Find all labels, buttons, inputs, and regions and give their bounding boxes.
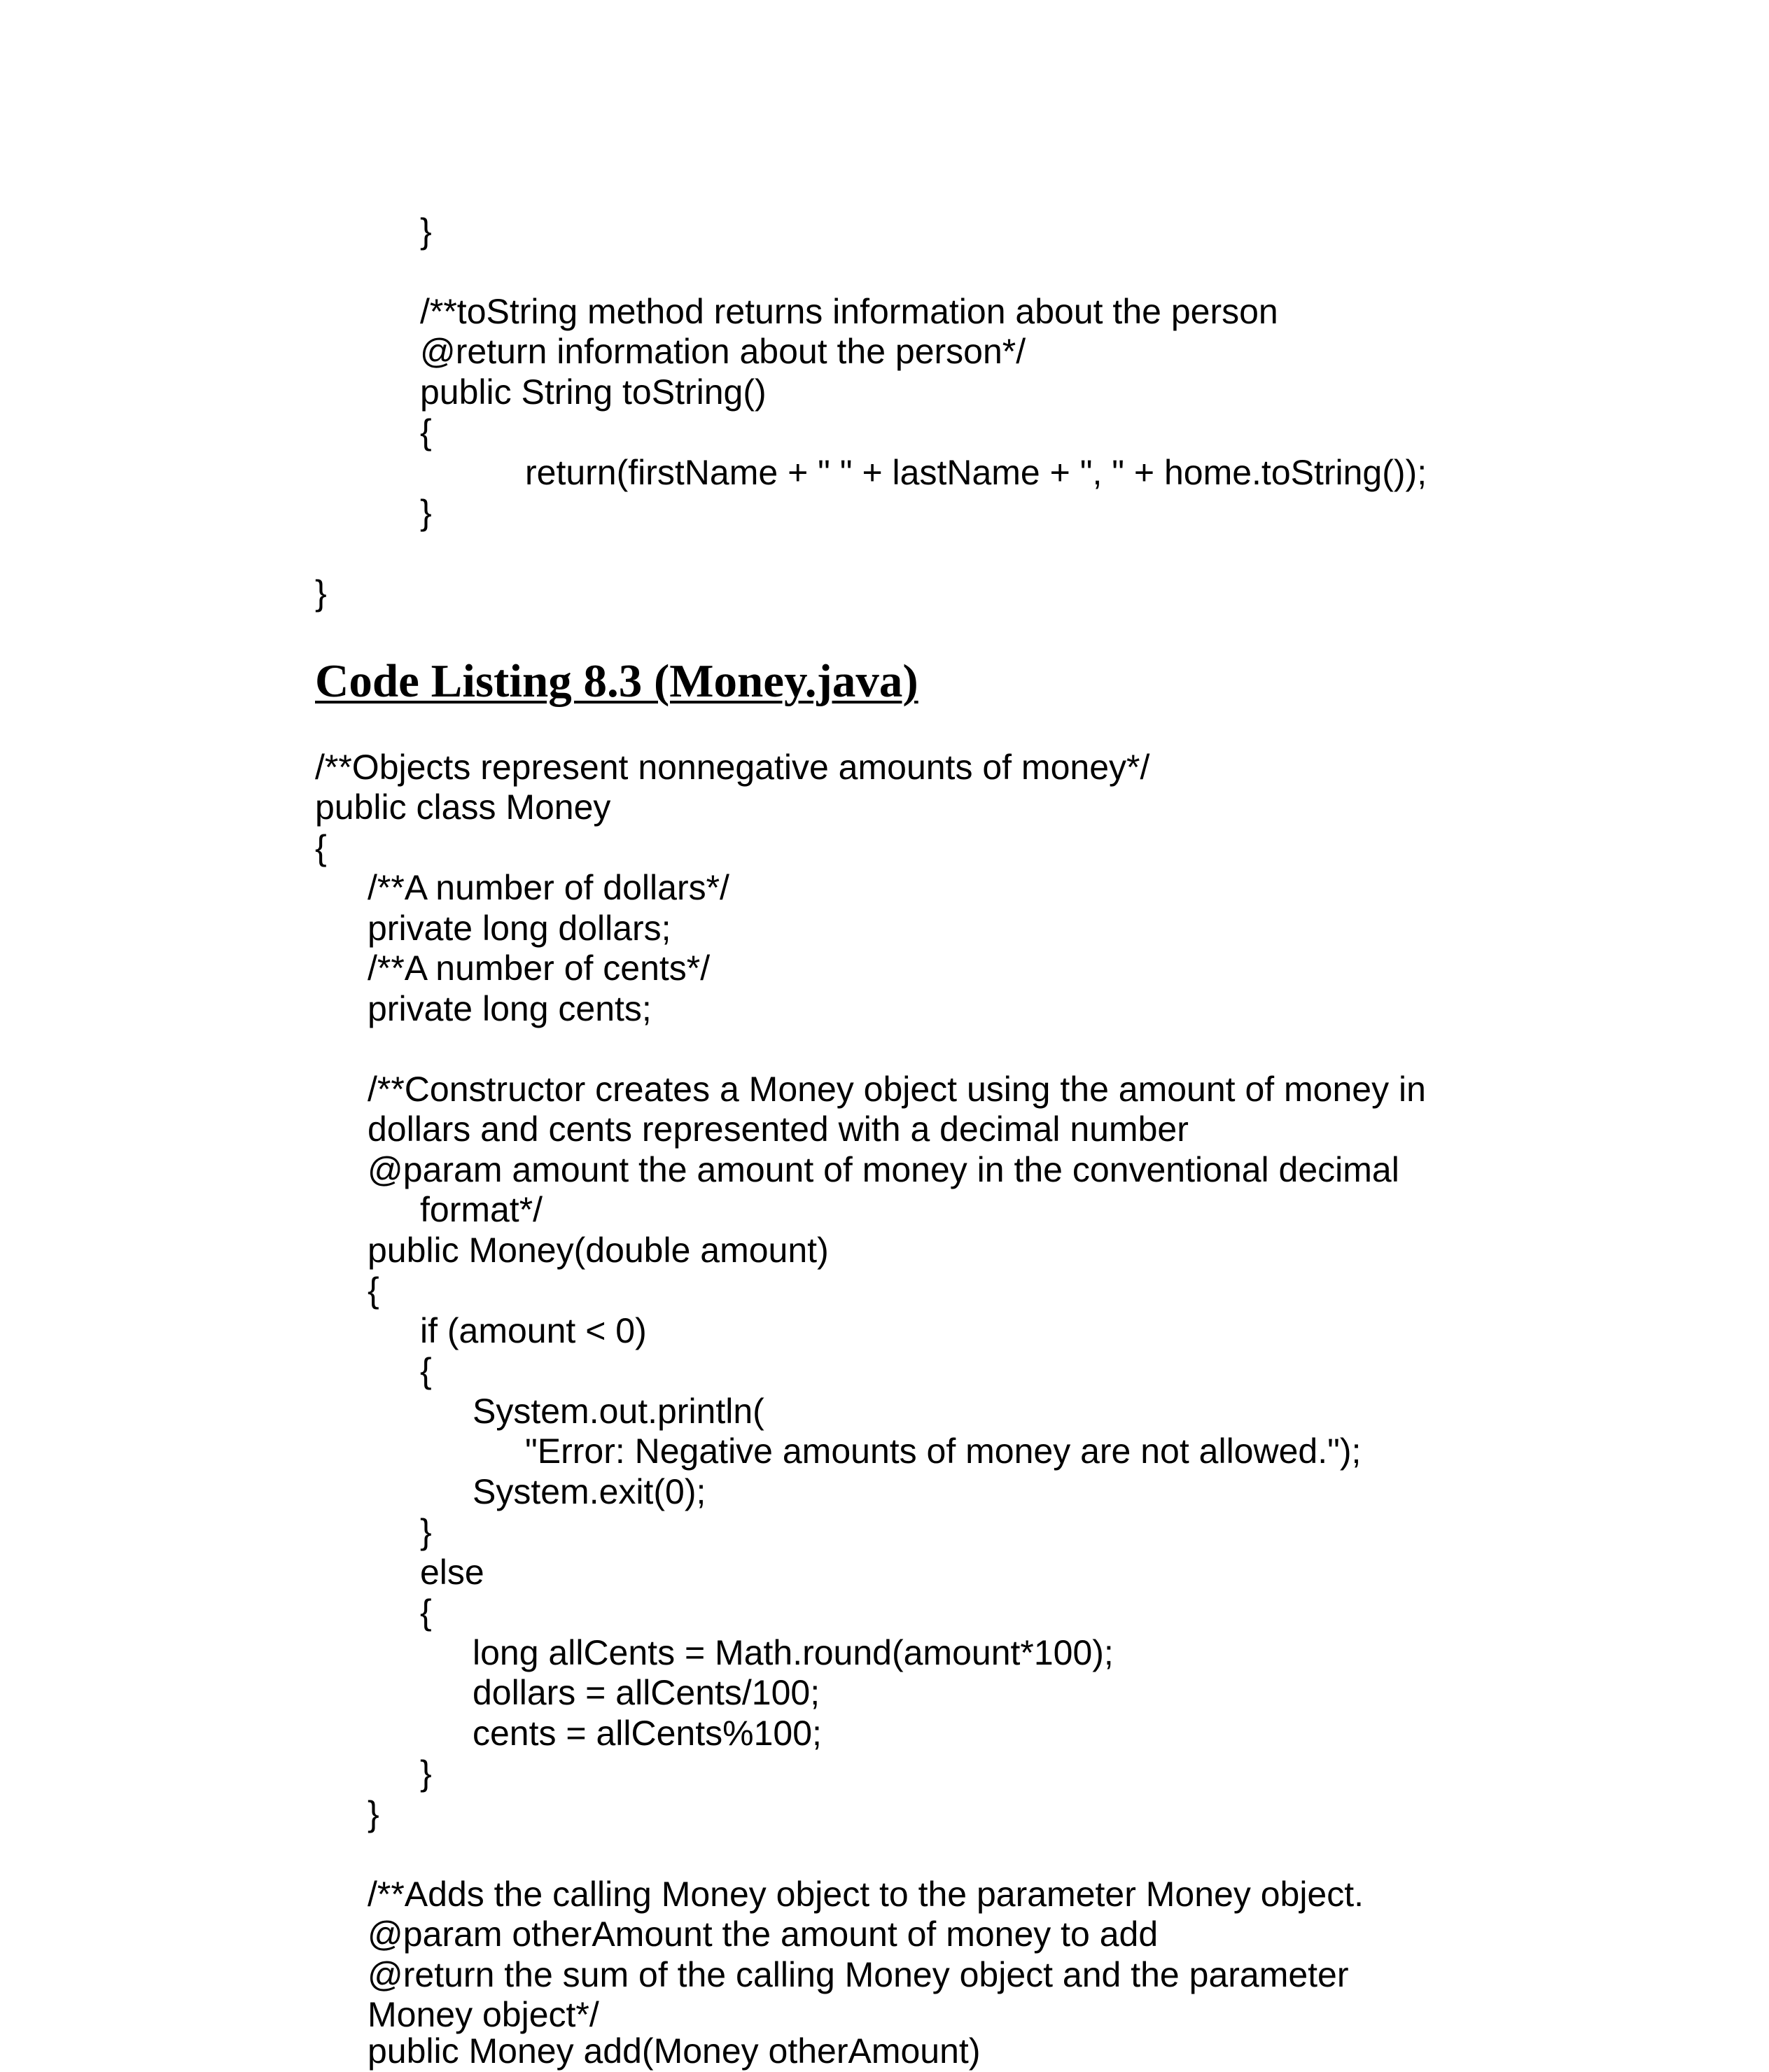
code-line: /**Constructor creates a Money object using the amount of money in [368,1070,1426,1109]
code-line: public Money(double amount) [368,1231,829,1270]
code-line: @param otherAmount the amount of money to add [368,1914,1159,1954]
code-line: "Error: Negative amounts of money are not allowed."); [525,1432,1362,1471]
code-line: } [315,573,327,612]
code-line: System.out.println( [473,1392,764,1431]
code-line: Money object*/ [368,1995,599,2034]
code-line: { [420,412,432,451]
code-line: /**Objects represent nonnegative amounts of money*/ [315,748,1150,787]
code-line: @return the sum of the calling Money object and the parameter [368,1955,1349,1994]
code-line: dollars = allCents/100; [473,1673,820,1712]
code-line: } [420,211,432,251]
code-line: public class Money [315,788,611,827]
code-line: } [420,493,432,532]
code-line: } [420,1512,432,1551]
code-line: { [368,1270,379,1310]
code-line: return(firstName + " " + lastName + ", " + home.toString()); [525,453,1427,492]
code-line: { [315,828,327,867]
listing-heading: Code Listing 8.3 (Money.java) [315,655,918,707]
code-line: /**Adds the calling Money object to the parameter Money object. [368,1875,1364,1914]
code-line: format*/ [420,1190,543,1229]
code-line: private long cents; [368,989,652,1028]
code-line: if (amount < 0) [420,1311,647,1350]
code-line: public String toString() [420,372,767,412]
code-line: public Money add(Money otherAmount) [368,2031,981,2071]
code-line: /**A number of cents*/ [368,948,711,988]
code-line: } [368,1794,379,1833]
code-line: /**toString method returns information about the person [420,292,1278,331]
code-line: } [420,1754,432,1793]
code-line: dollars and cents represented with a decimal number [368,1110,1189,1149]
code-line: cents = allCents%100; [473,1714,822,1753]
code-line: /**A number of dollars*/ [368,868,729,907]
code-line: { [420,1351,432,1390]
code-line: long allCents = Math.round(amount*100); [473,1633,1114,1672]
code-line: @return information about the person*/ [420,332,1026,371]
code-line: { [420,1592,432,1632]
code-line: @param amount the amount of money in the conventional decimal [368,1150,1399,1189]
code-line: private long dollars; [368,909,671,948]
code-line: System.exit(0); [473,1472,706,1511]
code-line: else [420,1553,484,1592]
